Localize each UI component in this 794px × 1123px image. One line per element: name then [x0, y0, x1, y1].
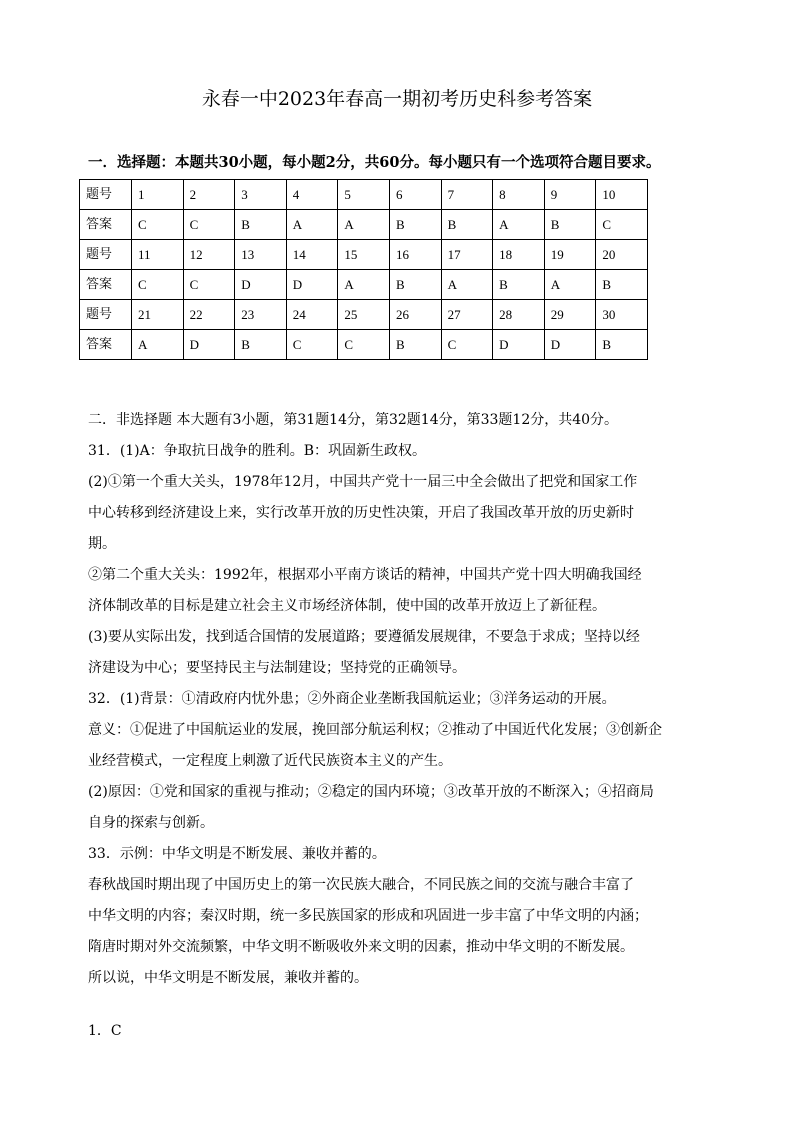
answer-text-line: 隋唐时期对外交流频繁，中华文明不断吸收外来文明的因素，推动中华文明的不断发展。 [88, 939, 634, 955]
answer-row-label: 答案 [80, 210, 132, 240]
question-number-cell: 14 [286, 240, 338, 270]
answer-cell: C [286, 330, 338, 360]
answer-text-line: ②第二个重大关头：1992年，根据邓小平南方谈话的精神，中国共产党十四大明确我国经 [88, 567, 642, 583]
answer-text-line: 期。 [88, 536, 116, 552]
section1-heading: 一．选择题：本题共30小题，每小题2分，共60分。每小题只有一个选项符合题目要求。 [88, 154, 661, 171]
question-number-cell: 24 [286, 300, 338, 330]
question-number-cell: 15 [338, 240, 390, 270]
trailing-answer: 1．C [88, 1023, 122, 1039]
answer-text-line: 济体制改革的目标是建立社会主义市场经济体制，使中国的改革开放迈上了新征程。 [88, 598, 606, 614]
answer-table [79, 179, 648, 360]
question-number-cell: 17 [441, 240, 493, 270]
answer-cell: B [389, 270, 441, 300]
question-number-cell: 13 [235, 240, 287, 270]
question-number-cell: 16 [389, 240, 441, 270]
answer-text-line: 二．非选择题 本大题有3小题，第31题14分，第32题14分，第33题12分，共40分。 [88, 412, 619, 428]
answer-cell: C [596, 210, 648, 240]
question-number-cell: 6 [389, 180, 441, 210]
answer-text-line: 33．示例：中华文明是不断发展、兼收并蓄的。 [88, 846, 386, 862]
answer-cell: A [544, 270, 596, 300]
question-number-cell: 26 [389, 300, 441, 330]
answer-cell: A [441, 270, 493, 300]
answer-cell: D [183, 330, 235, 360]
section2-body [88, 405, 728, 994]
answer-text-line: (3)要从实际出发，找到适合国情的发展道路；要遵循发展规律，不要急于求成；坚持以经 [88, 629, 640, 645]
page-title: 永春一中2023年春高一期初考历史科参考答案 [201, 88, 593, 110]
question-number-cell: 30 [596, 300, 648, 330]
answer-cell: A [132, 330, 184, 360]
answer-row-label: 答案 [80, 330, 132, 360]
answer-cell: B [235, 210, 287, 240]
answer-cell: B [493, 270, 545, 300]
answer-cell: C [183, 210, 235, 240]
answer-row [80, 210, 648, 240]
question-number-row-label: 题号 [80, 240, 132, 270]
answer-text-line: (2)①第一个重大关头，1978年12月，中国共产党十一届三中全会做出了把党和国家工作 [88, 474, 638, 490]
answer-text-line: 春秋战国时期出现了中国历史上的第一次民族大融合，不同民族之间的交流与融合丰富了 [88, 877, 634, 893]
answer-cell: B [235, 330, 287, 360]
answer-cell: B [389, 330, 441, 360]
answer-text-line: 济建设为中心；要坚持民主与法制建设；坚持党的正确领导。 [88, 660, 466, 676]
question-number-cell: 3 [235, 180, 287, 210]
answer-text-line: 业经营模式，一定程度上刺激了近代民族资本主义的产生。 [88, 753, 452, 769]
answer-cell: B [596, 270, 648, 300]
question-number-cell: 1 [132, 180, 184, 210]
question-number-row [80, 300, 648, 330]
question-number-cell: 18 [493, 240, 545, 270]
question-number-row [80, 180, 648, 210]
question-number-cell: 22 [183, 300, 235, 330]
answer-cell: B [441, 210, 493, 240]
answer-text-line: (2)原因：①党和国家的重视与推动；②稳定的国内环境；③改革开放的不断深入；④招商局 [88, 784, 654, 800]
answer-cell: D [235, 270, 287, 300]
question-number-cell: 20 [596, 240, 648, 270]
question-number-cell: 21 [132, 300, 184, 330]
answer-cell: B [389, 210, 441, 240]
question-number-cell: 28 [493, 300, 545, 330]
answer-text-line: 意义：①促进了中国航运业的发展，挽回部分航运利权；②推动了中国近代化发展；③创新企 [88, 722, 662, 738]
answer-text-line: 自身的探索与创新。 [88, 815, 214, 831]
answer-text-line: 32．(1)背景：①清政府内忧外患；②外商企业垄断我国航运业；③洋务运动的开展。 [88, 691, 616, 707]
answer-cell: C [132, 210, 184, 240]
question-number-cell: 8 [493, 180, 545, 210]
answer-text-line: 中心转移到经济建设上来，实行改革开放的历史性决策，开启了我国改革开放的历史新时 [88, 505, 634, 521]
answer-cell: C [132, 270, 184, 300]
question-number-cell: 5 [338, 180, 390, 210]
question-number-cell: 2 [183, 180, 235, 210]
answer-text-line: 31．(1)A：争取抗日战争的胜利。B：巩固新生政权。 [88, 443, 427, 459]
answer-cell: A [286, 210, 338, 240]
answer-cell: A [338, 210, 390, 240]
answer-cell: D [493, 330, 545, 360]
answer-row [80, 270, 648, 300]
question-number-cell: 19 [544, 240, 596, 270]
answer-cell: C [441, 330, 493, 360]
question-number-cell: 7 [441, 180, 493, 210]
question-number-cell: 9 [544, 180, 596, 210]
answer-cell: A [338, 270, 390, 300]
question-number-cell: 11 [132, 240, 184, 270]
answer-cell: D [544, 330, 596, 360]
question-number-cell: 23 [235, 300, 287, 330]
answer-cell: B [544, 210, 596, 240]
question-number-row [80, 240, 648, 270]
question-number-row-label: 题号 [80, 180, 132, 210]
answer-row [80, 330, 648, 360]
answer-row-label: 答案 [80, 270, 132, 300]
question-number-cell: 4 [286, 180, 338, 210]
answer-cell: D [286, 270, 338, 300]
answer-text-line: 所以说，中华文明是不断发展，兼收并蓄的。 [88, 970, 368, 986]
question-number-cell: 29 [544, 300, 596, 330]
question-number-row-label: 题号 [80, 300, 132, 330]
answer-cell: A [493, 210, 545, 240]
answer-cell: C [183, 270, 235, 300]
answer-cell: B [596, 330, 648, 360]
question-number-cell: 27 [441, 300, 493, 330]
question-number-cell: 10 [596, 180, 648, 210]
question-number-cell: 12 [183, 240, 235, 270]
question-number-cell: 25 [338, 300, 390, 330]
answer-cell: C [338, 330, 390, 360]
answer-text-line: 中华文明的内容；秦汉时期，统一多民族国家的形成和巩固进一步丰富了中华文明的内涵； [88, 908, 648, 924]
